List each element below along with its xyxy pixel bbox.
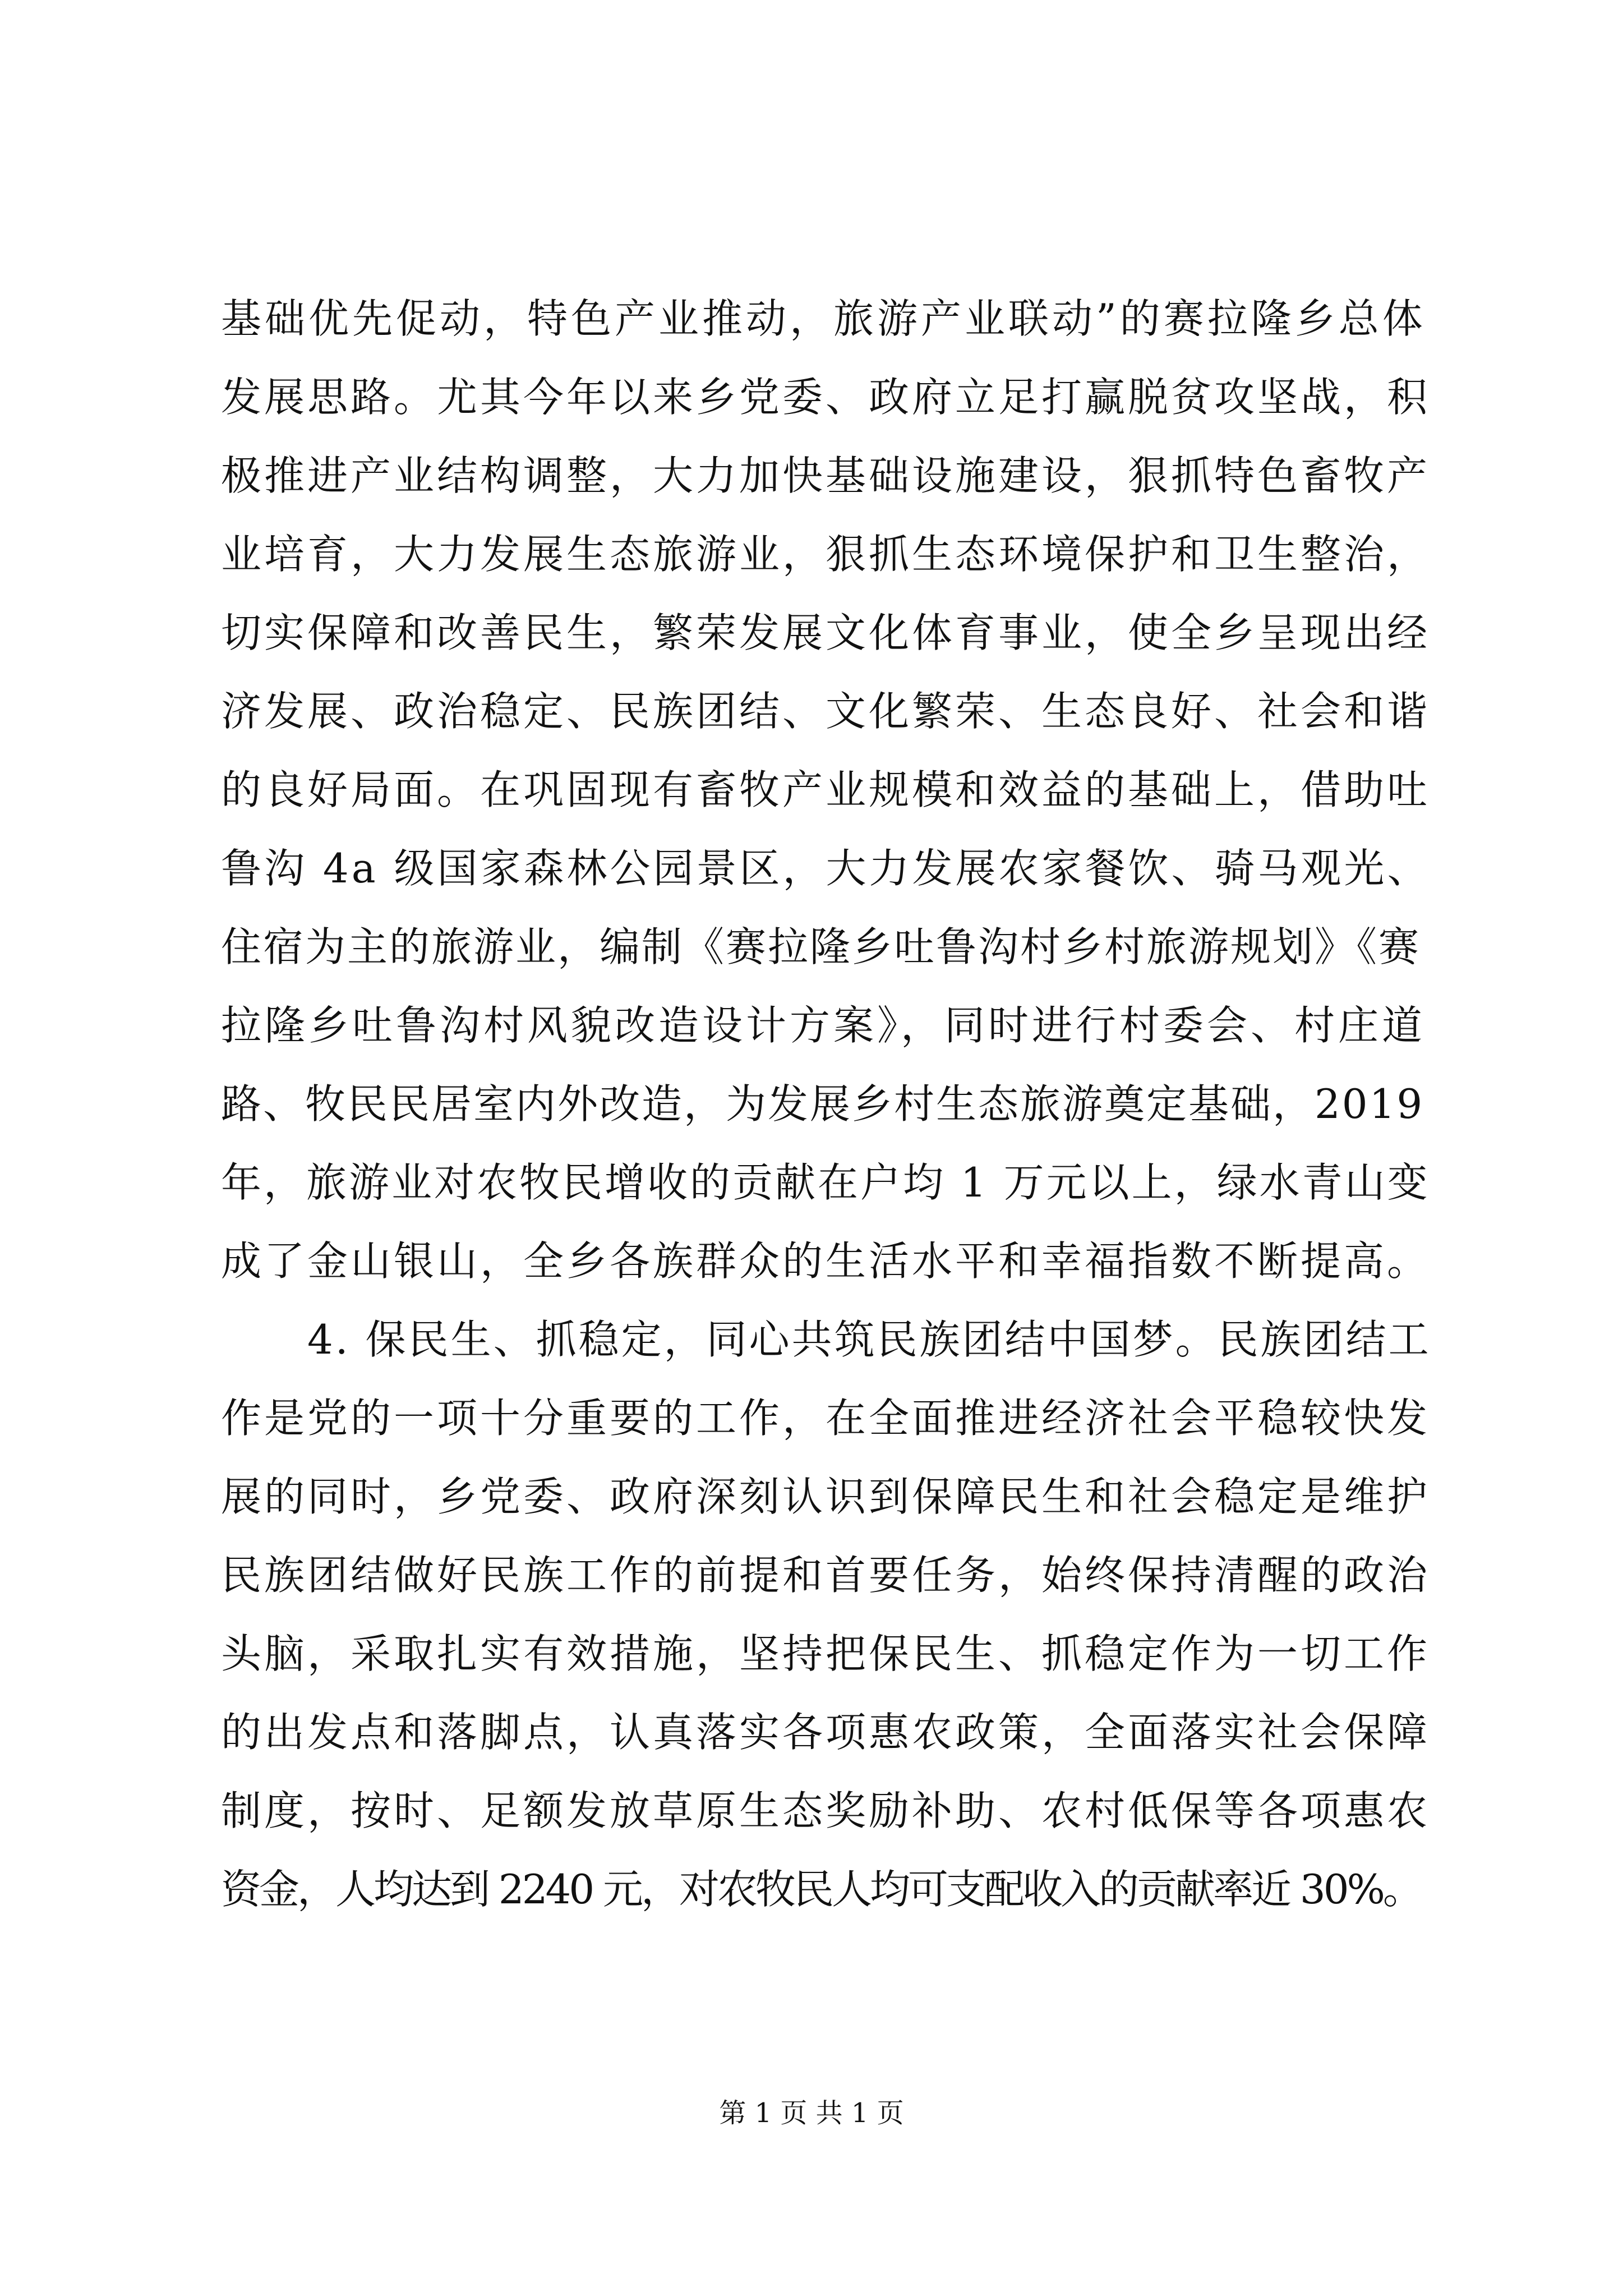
text-line: 极推进产业结构调整，大力加快基础设施建设，狠抓特色畜牧产 bbox=[221, 452, 1431, 499]
text-line: 住宿为主的旅游业，编制《赛拉隆乡吐鲁沟村乡村旅游规划》《赛 bbox=[221, 923, 1421, 970]
text-line: 作是党的一项十分重要的工作，在全面推进经济社会平稳较快发 bbox=[221, 1395, 1431, 1442]
text-line: 展的同时，乡党委、政府深刻认识到保障民生和社会稳定是维护 bbox=[221, 1473, 1431, 1520]
text-line: 的出发点和落脚点，认真落实各项惠农政策，全面落实社会保障 bbox=[221, 1709, 1431, 1756]
text-line: 民族团结做好民族工作的前提和首要任务，始终保持清醒的政治 bbox=[221, 1552, 1431, 1599]
paragraph-first-line: 4. 保民生、抓稳定，同心共筑民族团结中国梦。民族团结工 bbox=[307, 1316, 1431, 1363]
text-line: 业培育，大力发展生态旅游业，狠抓生态环境保护和卫生整治， bbox=[221, 531, 1431, 578]
text-line: 拉隆乡吐鲁沟村风貌改造设计方案》，同时进行村委会、村庄道 bbox=[221, 1002, 1426, 1049]
text-line: 鲁沟 4a 级国家森林公园景区，大力发展农家餐饮、骑马观光、 bbox=[221, 845, 1431, 892]
text-line: 的良好局面。在巩固现有畜牧产业规模和效益的基础上，借助吐 bbox=[221, 766, 1431, 813]
text-line: 切实保障和改善民生，繁荣发展文化体育事业，使全乡呈现出经 bbox=[221, 609, 1431, 656]
text-line: 头脑，采取扎实有效措施，坚持把保民生、抓稳定作为一切工作 bbox=[221, 1630, 1431, 1677]
text-line: 路、牧民民居室内外改造，为发展乡村生态旅游奠定基础，2019 bbox=[221, 1080, 1424, 1128]
text-line: 成了金山银山，全乡各族群众的生活水平和幸福指数不断提高。 bbox=[221, 1237, 1431, 1285]
text-line: 发展思路。尤其今年以来乡党委、政府立足打赢脱贫攻坚战，积 bbox=[221, 374, 1431, 421]
text-line: 制度，按时、足额发放草原生态奖励补助、农村低保等各项惠农 bbox=[221, 1787, 1431, 1834]
text-line: 济发展、政治稳定、民族团结、文化繁荣、生态良好、社会和谐 bbox=[221, 688, 1431, 735]
text-line: 年，旅游业对农牧民增收的贡献在户均 1 万元以上，绿水青山变 bbox=[221, 1159, 1430, 1206]
text-line: 资金，人均达到 2240 元，对农牧民人均可支配收入的贡献率近 30%。 bbox=[221, 1866, 1421, 1913]
page-number-footer: 第 1 页 共 1 页 bbox=[719, 2097, 904, 2129]
text-line: 基础优先促动，特色产业推动，旅游产业联动”的赛拉隆乡总体 bbox=[221, 295, 1426, 342]
